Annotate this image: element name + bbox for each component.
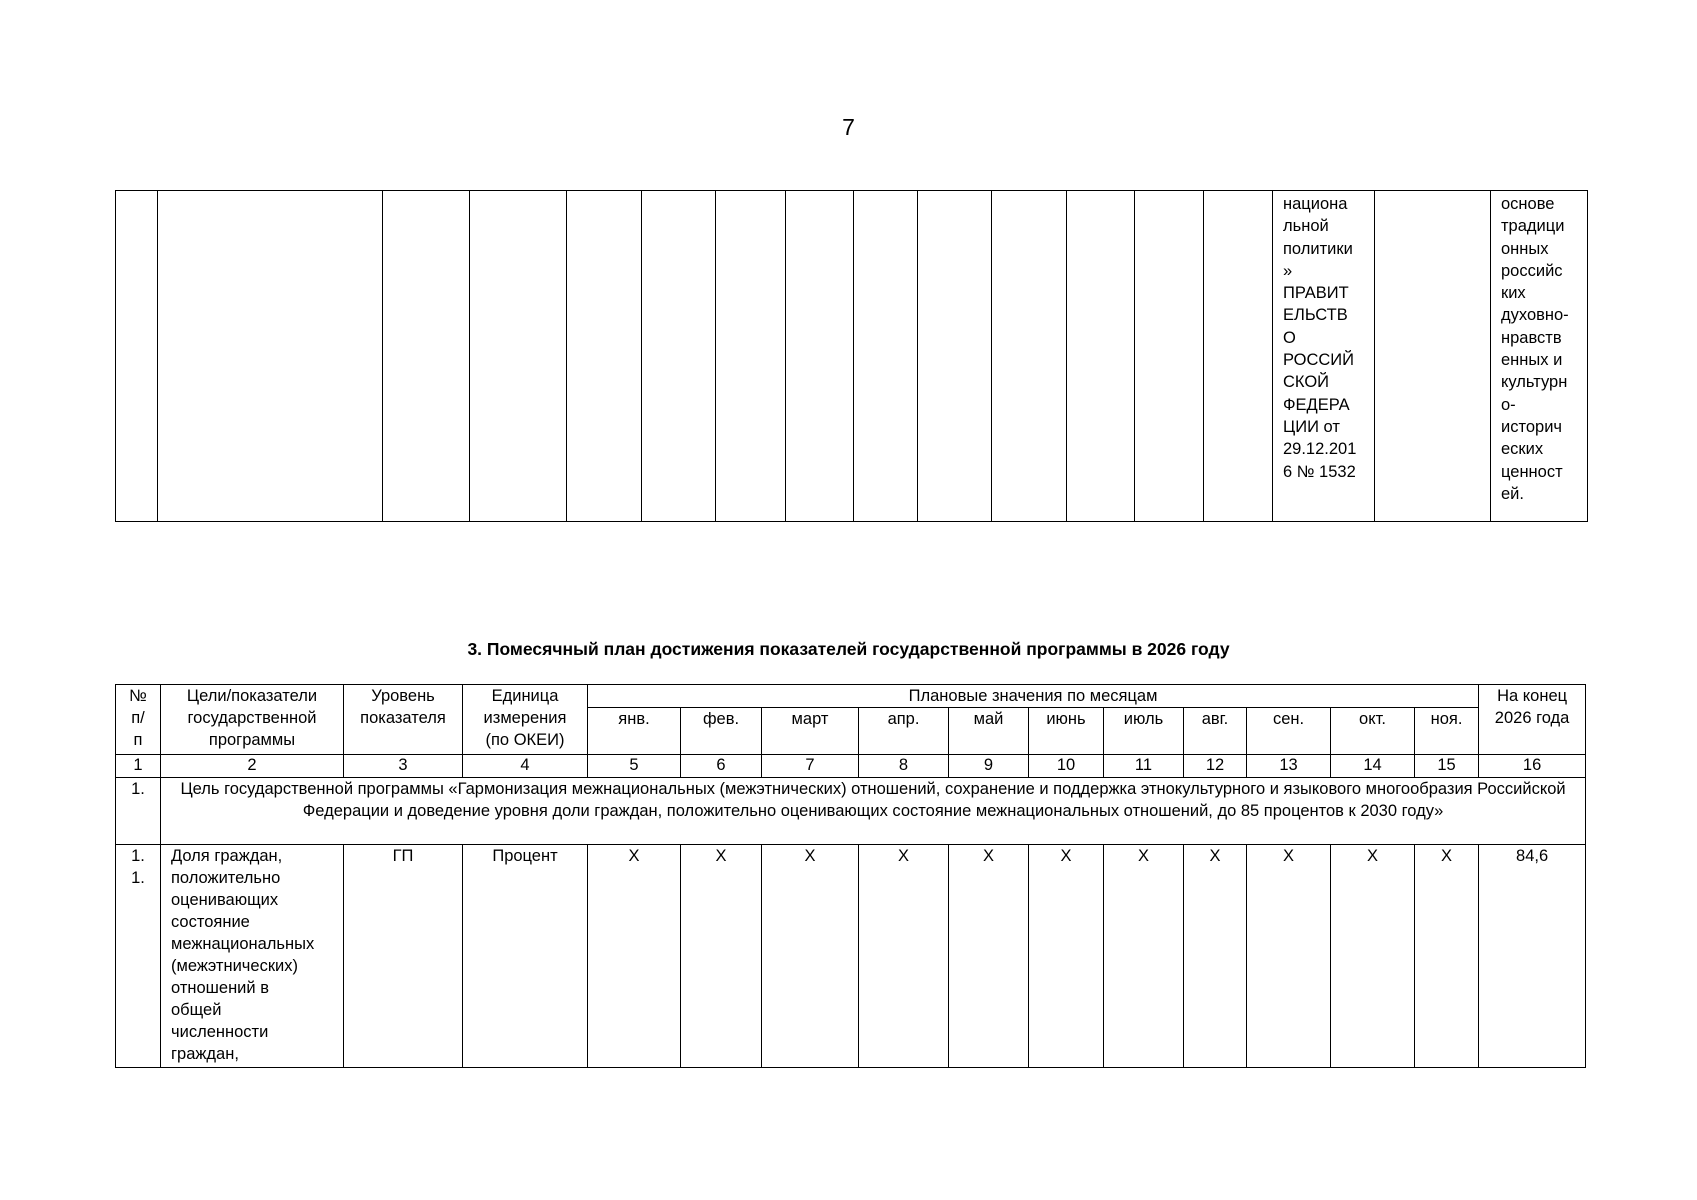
- table-cell: [1204, 191, 1273, 522]
- column-number: 12: [1184, 755, 1247, 778]
- table-cell: [716, 191, 786, 522]
- indicator-month-value: X: [1247, 845, 1331, 1068]
- continuation-row: [116, 191, 1588, 522]
- header-goals: [161, 685, 344, 755]
- document-reference-text: национа льной политики » ПРАВИТ ЕЛЬСТВ О РОССИЙ СКОЙ ФЕДЕРА ЦИИ от 29.12.201 6 № 1532: [1283, 195, 1357, 481]
- header-level: [344, 685, 463, 755]
- header-goals-text: Цели/показатели государственной программы: [186, 687, 318, 749]
- table-cell: [992, 191, 1067, 522]
- header-num: [116, 685, 161, 755]
- header-month: авг.: [1184, 708, 1247, 755]
- indicator-month-value: X: [681, 845, 762, 1068]
- table-cell: [786, 191, 854, 522]
- table-cell: [854, 191, 918, 522]
- indicator-month-value: X: [1029, 845, 1104, 1068]
- column-number: 14: [1331, 755, 1415, 778]
- indicator-end-value: 84,6: [1479, 845, 1586, 1068]
- indicator-month-value: X: [949, 845, 1029, 1068]
- table-cell: [1135, 191, 1204, 522]
- column-number: 9: [949, 755, 1029, 778]
- indicator-level: ГП: [344, 845, 463, 1068]
- column-number: 4: [463, 755, 588, 778]
- header-month: июнь: [1029, 708, 1104, 755]
- header-plan-values: Плановые значения по месяцам: [588, 685, 1479, 708]
- column-number: 15: [1415, 755, 1479, 778]
- indicator-unit: Процент: [463, 845, 588, 1068]
- table-cell: [567, 191, 642, 522]
- header-num-text: № п/ п: [129, 687, 147, 749]
- header-month: апр.: [859, 708, 949, 755]
- column-numbers-row: [116, 755, 1586, 778]
- values-text: основе традици онных российс ких духовно- нравств енных и культурн о- историч еских ценност ей.: [1501, 195, 1569, 503]
- goal-text: Цель государственной программы «Гармонизация межнациональных (межэтнических) отношений, сохранение и поддержка этнокультурного и языкового многообразия Российской Федерации и доведение уровня доли граждан, положительно оценивающих состояние межнациональных отношений, до 85 процентов к 2030 году»: [180, 780, 1566, 820]
- table-cell: [383, 191, 470, 522]
- page-number: 7: [842, 114, 855, 140]
- header-month: март: [762, 708, 859, 755]
- goal-num: 1.: [116, 778, 161, 845]
- indicator-name: Доля граждан, положительно оценивающих состояние межнациональных (межэтнических) отношений в общей численности граждан,: [171, 847, 315, 1063]
- table-cell: [116, 191, 158, 522]
- table-cell: [470, 191, 567, 522]
- indicator-month-value: X: [1415, 845, 1479, 1068]
- header-month: ноя.: [1415, 708, 1479, 755]
- header-month: янв.: [588, 708, 681, 755]
- header-end-of-year: [1479, 685, 1586, 755]
- header-level-text: Уровень показателя: [360, 687, 446, 727]
- table-cell-values-text: [1491, 191, 1588, 522]
- indicator-month-value: X: [1184, 845, 1247, 1068]
- column-number: 1: [116, 755, 161, 778]
- column-number: 5: [588, 755, 681, 778]
- column-number: 13: [1247, 755, 1331, 778]
- indicator-num: 1. 1.: [131, 847, 145, 887]
- goal-text-cell: [161, 778, 1586, 845]
- column-number: 16: [1479, 755, 1586, 778]
- header-row: [116, 685, 1586, 708]
- indicator-month-value: X: [1331, 845, 1415, 1068]
- column-number: 6: [681, 755, 762, 778]
- section-title: 3. Помесячный план достижения показателей государственной программы в 2026 году: [467, 639, 1230, 659]
- indicator-num-cell: [116, 845, 161, 1068]
- header-unit: [463, 685, 588, 755]
- table-cell: [642, 191, 716, 522]
- table-cell: [1375, 191, 1491, 522]
- header-month: фев.: [681, 708, 762, 755]
- column-number: 10: [1029, 755, 1104, 778]
- monthly-plan-table: [115, 684, 1586, 1068]
- indicator-name-cell: [161, 845, 344, 1068]
- table-cell-document-reference: [1273, 191, 1375, 522]
- indicator-month-value: X: [762, 845, 859, 1068]
- header-month: июль: [1104, 708, 1184, 755]
- column-number: 8: [859, 755, 949, 778]
- table-cell: [1067, 191, 1135, 522]
- indicator-row: [116, 845, 1586, 1068]
- column-number: 11: [1104, 755, 1184, 778]
- table-cell: [918, 191, 992, 522]
- continuation-table: [115, 190, 1588, 522]
- goal-row: [116, 778, 1586, 845]
- header-unit-text: Единица измерения (по ОКЕИ): [483, 687, 567, 749]
- column-number: 2: [161, 755, 344, 778]
- header-month: сен.: [1247, 708, 1331, 755]
- header-month: май: [949, 708, 1029, 755]
- column-number: 7: [762, 755, 859, 778]
- column-number: 3: [344, 755, 463, 778]
- indicator-month-value: X: [859, 845, 949, 1068]
- header-month: окт.: [1331, 708, 1415, 755]
- table-cell: [158, 191, 383, 522]
- header-end-text: На конец 2026 года: [1494, 687, 1570, 727]
- indicator-month-value: X: [588, 845, 681, 1068]
- indicator-month-value: X: [1104, 845, 1184, 1068]
